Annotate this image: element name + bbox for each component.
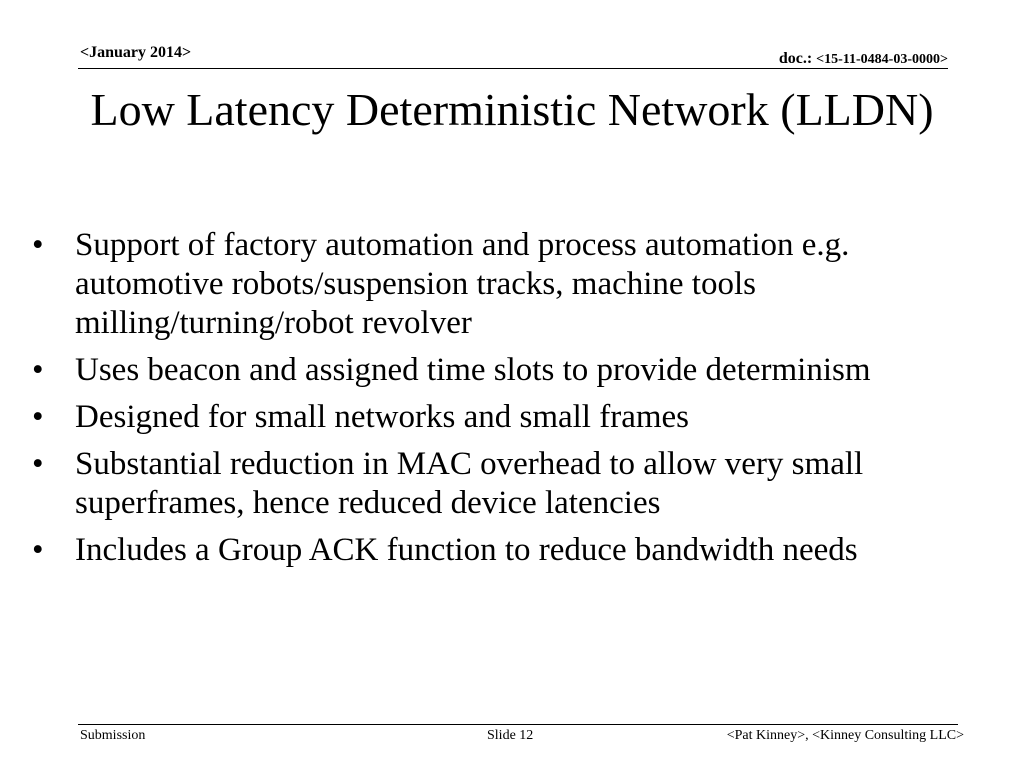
bullet-text: Includes a Group ACK function to reduce bandwidth needs [75, 532, 858, 568]
footer-rule [78, 724, 958, 725]
footer-submission: Submission [80, 728, 146, 743]
bullet-text: Uses beacon and assigned time slots to provide determinism [75, 352, 871, 388]
bullet-item [0, 531, 990, 570]
bullet-text: Designed for small networks and small frames [75, 399, 690, 435]
bullet-item [0, 351, 990, 390]
bullet-dot-icon: • [32, 446, 44, 482]
bullet-text: Support of factory automation and process automation e.g. automotive robots/suspension tracks, machine tools milling/turning/robot revolver [75, 227, 850, 341]
bullet-dot-icon: • [32, 532, 44, 568]
header-date: <January 2014> [80, 44, 192, 61]
slide-title: Low Latency Deterministic Network (LLDN) [90, 84, 934, 135]
bullet-item [0, 226, 990, 343]
doc-number: <15-11-0484-03-0000> [816, 52, 948, 67]
bullet-item [0, 398, 990, 437]
footer-author: <Pat Kinney>, <Kinney Consulting LLC> [726, 728, 964, 743]
header-doc-id [779, 50, 948, 68]
doc-label: doc.: [778, 50, 817, 67]
bullet-list [0, 226, 990, 578]
bullet-item [0, 445, 990, 523]
bullet-text: Substantial reduction in MAC overhead to allow very small superframes, hence reduced device latencies [75, 446, 864, 521]
bullet-dot-icon: • [32, 227, 44, 263]
footer-slide-number: Slide 12 [487, 728, 534, 743]
bullet-dot-icon: • [32, 352, 44, 388]
bullet-dot-icon: • [32, 399, 44, 435]
header-rule [78, 68, 948, 69]
